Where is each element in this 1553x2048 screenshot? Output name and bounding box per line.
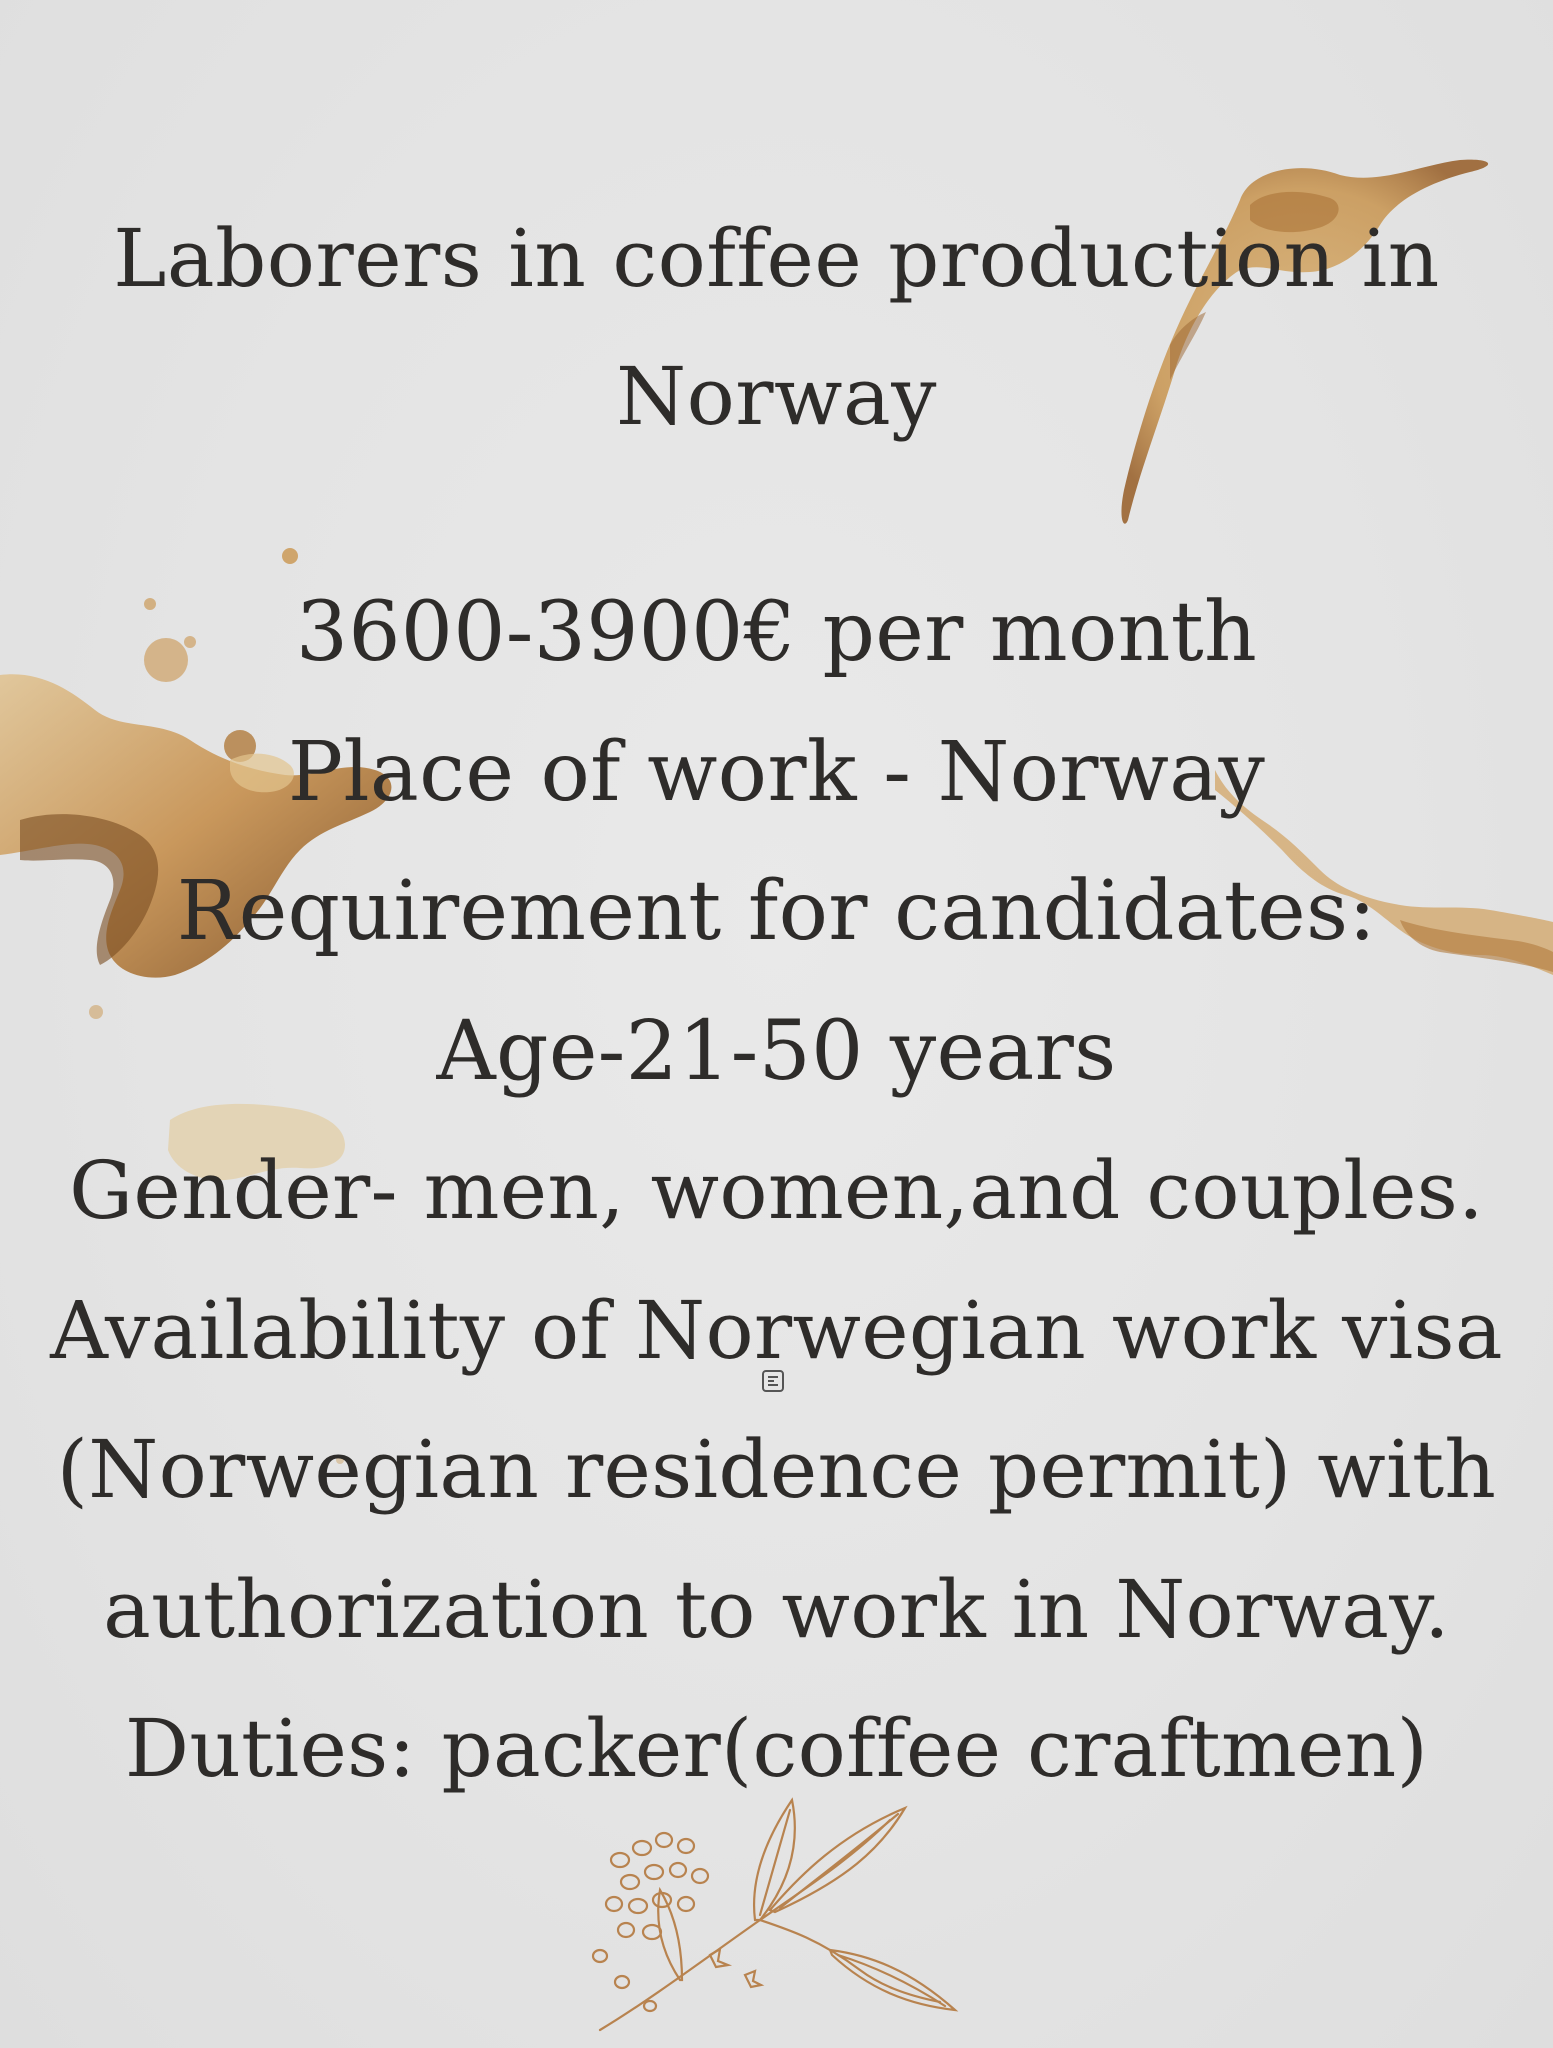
place-of-work-line: Place of work - Norway xyxy=(287,724,1266,820)
gender-line: Gender- men, women,and couples. xyxy=(69,1144,1484,1237)
age-line: Age-21-50 years xyxy=(436,1003,1117,1099)
salary-line: 3600-3900€ per month xyxy=(295,585,1258,680)
coffee-sprig-icon xyxy=(560,1780,980,2048)
poster-title xyxy=(0,190,1553,466)
duties-line: Duties: packer(coffee craftmen) xyxy=(124,1702,1429,1795)
visa-line: Availability of Norwegian work visa xyxy=(50,1283,1503,1377)
title-line-2: Norway xyxy=(616,350,937,443)
residence-permit-line: (Norwegian residence permit) with xyxy=(56,1423,1497,1516)
title-line-1: Laborers in coffee production in xyxy=(113,212,1440,305)
small-square-icon xyxy=(760,1368,786,1394)
job-details xyxy=(0,563,1553,1819)
authorization-line: authorization to work in Norway. xyxy=(103,1562,1450,1656)
requirements-heading: Requirement for candidates: xyxy=(176,864,1377,959)
